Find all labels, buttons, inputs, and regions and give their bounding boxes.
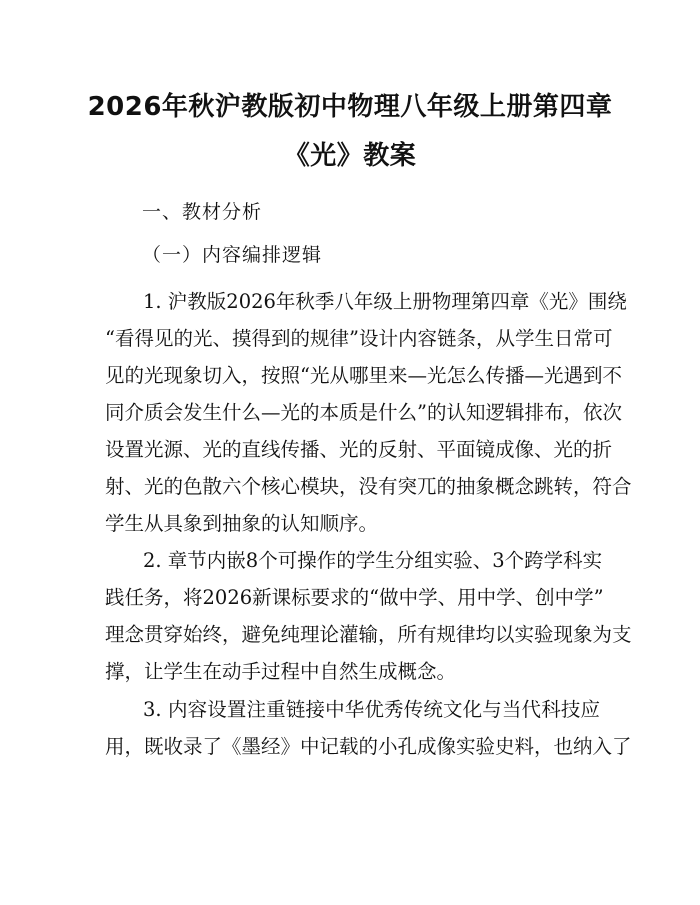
paragraph-line: 用，既收录了《墨经》中记载的小孔成像实验史料，也纳入了 <box>105 735 632 758</box>
paragraph-line: 同介质会发生什么—光的本质是什么”的认知逻辑排布，依次 <box>105 401 622 424</box>
paragraph-line: 撑，让学生在动手过程中自然生成概念。 <box>105 660 457 683</box>
paragraph-line: 设置光源、光的直线传播、光的反射、平面镜成像、光的折 <box>105 438 613 461</box>
paragraph-1 <box>105 283 632 542</box>
paragraph-line: 理念贯穿始终，避免纯理论灌输，所有规律均以实验现象为支 <box>105 623 632 646</box>
paragraph-line: 射、光的色散六个核心模块，没有突兀的抽象概念跳转，符合 <box>105 475 632 498</box>
subsection-heading: （一）内容编排逻辑 <box>142 244 323 266</box>
paragraph-line: 3. 内容设置注重链接中华优秀传统文化与当代科技应 <box>143 698 600 721</box>
paragraph-line: 2. 章节内嵌8个可操作的学生分组实验、3个跨学科实 <box>143 549 603 572</box>
section-heading: 一、教材分析 <box>142 201 263 223</box>
document-title-line-1: 2026年秋沪教版初中物理八年级上册第四章 <box>87 92 613 122</box>
paragraph-line: 学生从具象到抽象的认知顺序。 <box>105 512 379 535</box>
paragraph-3 <box>105 691 632 765</box>
paragraph-line: 践任务，将2026新课标要求的“做中学、用中学、创中学” <box>105 586 604 609</box>
paragraph-line: 1. 沪教版2026年秋季八年级上册物理第四章《光》围绕 <box>143 290 627 313</box>
paragraph-2 <box>105 542 632 690</box>
paragraph-line: 见的光现象切入，按照“光从哪里来—光怎么传播—光遇到不 <box>105 364 622 387</box>
paragraph-line: “看得见的光、摸得到的规律”设计内容链条，从学生日常可 <box>105 327 613 350</box>
document-title-line-2: 《光》教案 <box>283 141 417 171</box>
